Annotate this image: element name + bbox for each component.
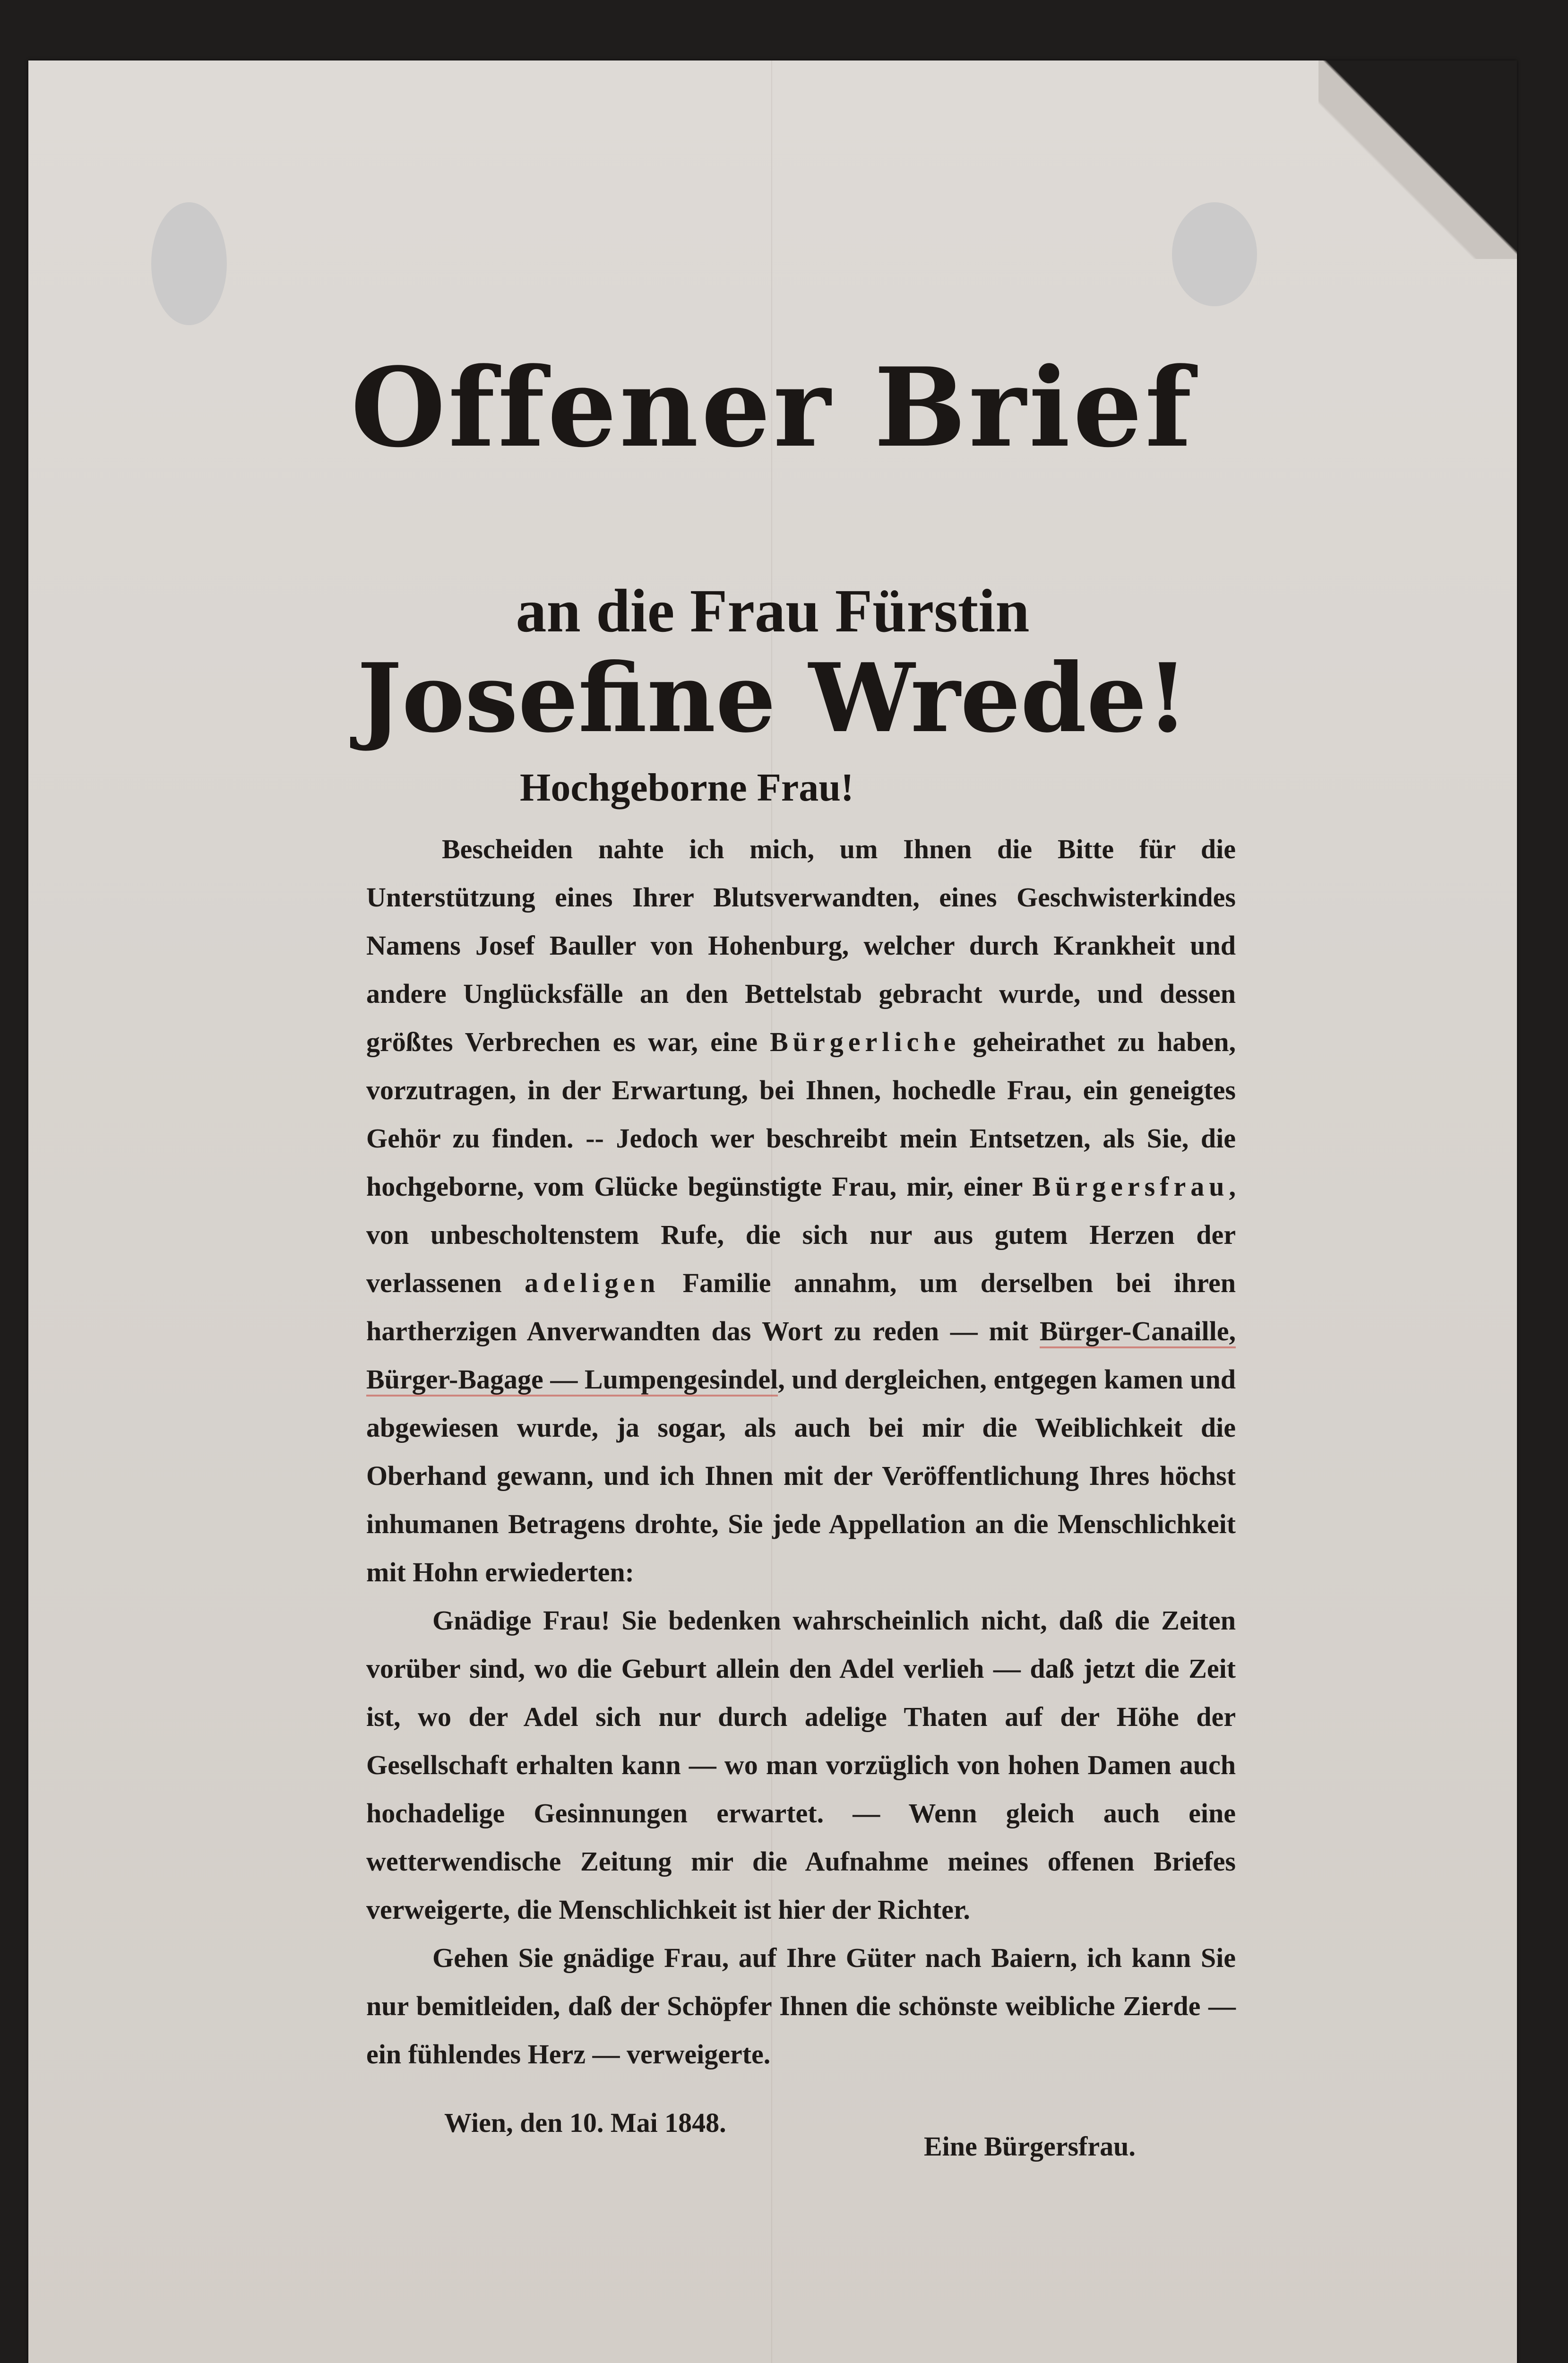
paragraph-1-text: Familie annahm, um derselben bei ihren hartherzigen Anverwandten das Wort zu reden — mit [366, 1268, 1236, 1346]
underlined-insults: Bürger-Canaille, Bürger-Bagage — Lumpengesindel [366, 1316, 1236, 1397]
paragraph-2: Gnädige Frau! Sie bedenken wahrscheinlich nicht, daß die Zeiten vorüber sind, wo die Geburt allein den Adel verlieh — daß jetzt die Zeit ist, wo der Adel sich nur durch adelige Thaten auf der Höhe der Gesellschaft erhalten kann — wo man vorzüglich von hohen Damen auch hochadelige Gesinnungen erwartet. — Wenn gleich auch eine wetterwendische Zeitung mir die Aufnahme meines offenen Briefes verweigerte, die Menschlichkeit ist hier der Richter. [366, 1605, 1236, 1925]
paper-stain [151, 202, 227, 325]
signature: Eine Bürgersfrau. [924, 2131, 1136, 2162]
paper-stain [1172, 202, 1257, 306]
paragraph-1-text: , und dergleichen, entgegen kamen und abgewiesen wurde, ja sogar, als auch bei mir die Weiblichkeit die Oberhand gewann, und ich Ihnen mit der Veröffentlichung Ihres höchst inhumanen Betragens drohte, Sie jede Appellation an die Menschlichkeit mit Hohn erwiederten: [366, 1364, 1236, 1587]
emphasis-spaced: adeligen [525, 1268, 660, 1298]
dateline: Wien, den 10. Mai 1848. [444, 2107, 726, 2138]
salutation: Hochgeborne Frau! [520, 766, 854, 810]
letter-body [366, 825, 1236, 2078]
addressee-name: Josefine Wrede! [357, 643, 1189, 754]
paragraph-1-text: geheirathet zu haben, vorzutragen, in der Erwartung, bei Ihnen, hochedle Frau, ein geneigtes Gehör zu finden. -- Jedoch wer beschreibt mein Entsetzen, als Sie, die hochgeborne, vom Glücke begünstigte Frau, mir, einer [366, 1026, 1236, 1202]
paragraph-3: Gehen Sie gnädige Frau, auf Ihre Güter nach Baiern, ich kann Sie nur bemitleiden, daß der Schöpfer Ihnen die schönste weibliche Zierde — ein fühlendes Herz — verweigerte. [366, 1942, 1236, 2070]
paragraph-1-text: Bescheiden nahte ich mich, um Ihnen die Bitte für die Unterstützung eines Ihrer Blutsverwandten, eines Geschwisterkindes Namens Josef Bauller von Hohenburg, welcher durch Krankheit und andere Unglücksfälle an den Bettelstab gebracht wurde, und dessen größtes Verbrechen es war, eine [366, 834, 1236, 1057]
paragraph-1-text: , von unbescholtenstem Rufe, die sich nur aus gutem Herzen der verlassenen [366, 1171, 1236, 1298]
emphasis-spaced: Bürgerliche [770, 1026, 961, 1057]
document-title: Offener Brief [351, 344, 1195, 472]
folded-corner [1318, 60, 1517, 259]
emphasis-spaced: Bürgersfrau [1032, 1171, 1229, 1202]
document-subtitle: an die Frau Fürstin [516, 577, 1030, 645]
paragraph-1 [366, 825, 1236, 1596]
document-sheet [28, 60, 1517, 2363]
